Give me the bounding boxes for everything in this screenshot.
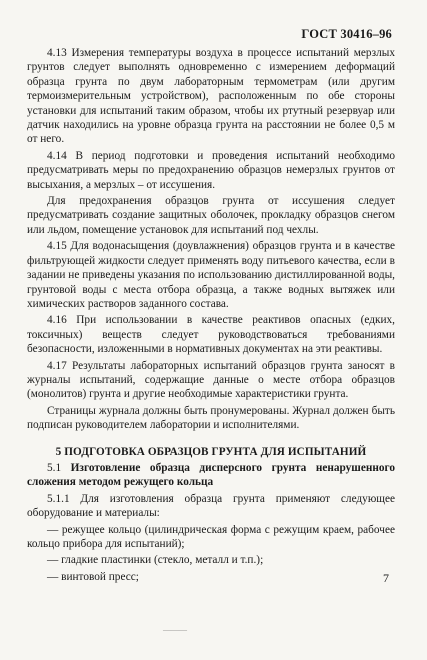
page-number: 7	[383, 571, 389, 585]
list-item: — винтовой пресс;	[47, 570, 139, 583]
clause-5-1-1: 5.1.1 Для изготовления образца грунта применяют следующее оборудование и материалы:	[27, 492, 395, 520]
subsection-number: 5.1	[47, 461, 62, 474]
paragraph-4-14: 4.14 В период подготовки и проведения испытаний необходимо предусматривать меры по предохранению образцов немерзлых грунтов от высыхания, а мерзлых – от иссушения.	[27, 149, 395, 191]
footer-mark: ———	[163, 625, 187, 634]
standard-header: ГОСТ 30416–96	[301, 27, 392, 41]
paragraph-journal: Страницы журнала должны быть пронумерованы. Журнал должен быть подписан руководителем лаборатории и исполнителями.	[27, 404, 395, 432]
paragraph-4-13: 4.13 Измерения температуры воздуха в процессе испытаний мерзлых грунтов следует выполнять одновременно с измерением деформаций образца грунта по двум лабораторным термометрам (или другим термоизмерительным устройством), расположенным по обе стороны установки для испытаний таким образом, чтобы их ртутный резервуар или датчик находились на уровне образца грунта на расстоянии не более 0,5 м от него.	[27, 47, 395, 146]
list-item: — режущее кольцо (цилиндрическая форма с режущим краем, рабочее кольцо прибора для испытаний);	[27, 523, 395, 550]
paragraph-4-16: 4.16 При использовании в качестве реактивов опасных (едких, токсичных) веществ следует руководствоваться требованиями безопасности, изложенными в нормативных документах на эти реактивы.	[27, 314, 395, 356]
paragraph-4-17: 4.17 Результаты лабораторных испытаний образцов грунта заносят в журналы испытаний, содержащие данные о месте отбора образцов (монолитов) грунта и другие необходимые характеристики грунта.	[27, 359, 395, 401]
section-title: 5 ПОДГОТОВКА ОБРАЗЦОВ ГРУНТА ДЛЯ ИСПЫТАНИЙ	[55, 445, 367, 458]
list-item: — гладкие пластинки (стекло, металл и т.п.);	[47, 554, 264, 567]
subsection-title: Изготовление образца дисперсного грунта ненарушенного сложения методом режущего кольца	[27, 461, 395, 489]
paragraph-4-15: 4.15 Для водонасыщения (доувлажнения) образцов грунта и в качестве фильтрующей жидкости следует применять воду питьевого качества, если в задании не приведены указания по использованию дистиллированной воды, грунтовой воды с места отбора образца, а также водных вытяжек или химических растворов заданного состава.	[27, 240, 395, 310]
subsection-heading	[27, 461, 395, 490]
document-body	[27, 46, 395, 584]
paragraph-protection: Для предохранения образцов грунта от иссушения следует предусматривать создание защитных оболочек, прокладку образцов снегом или льдом, помещение установок для испытаний под чехлы.	[27, 195, 395, 236]
